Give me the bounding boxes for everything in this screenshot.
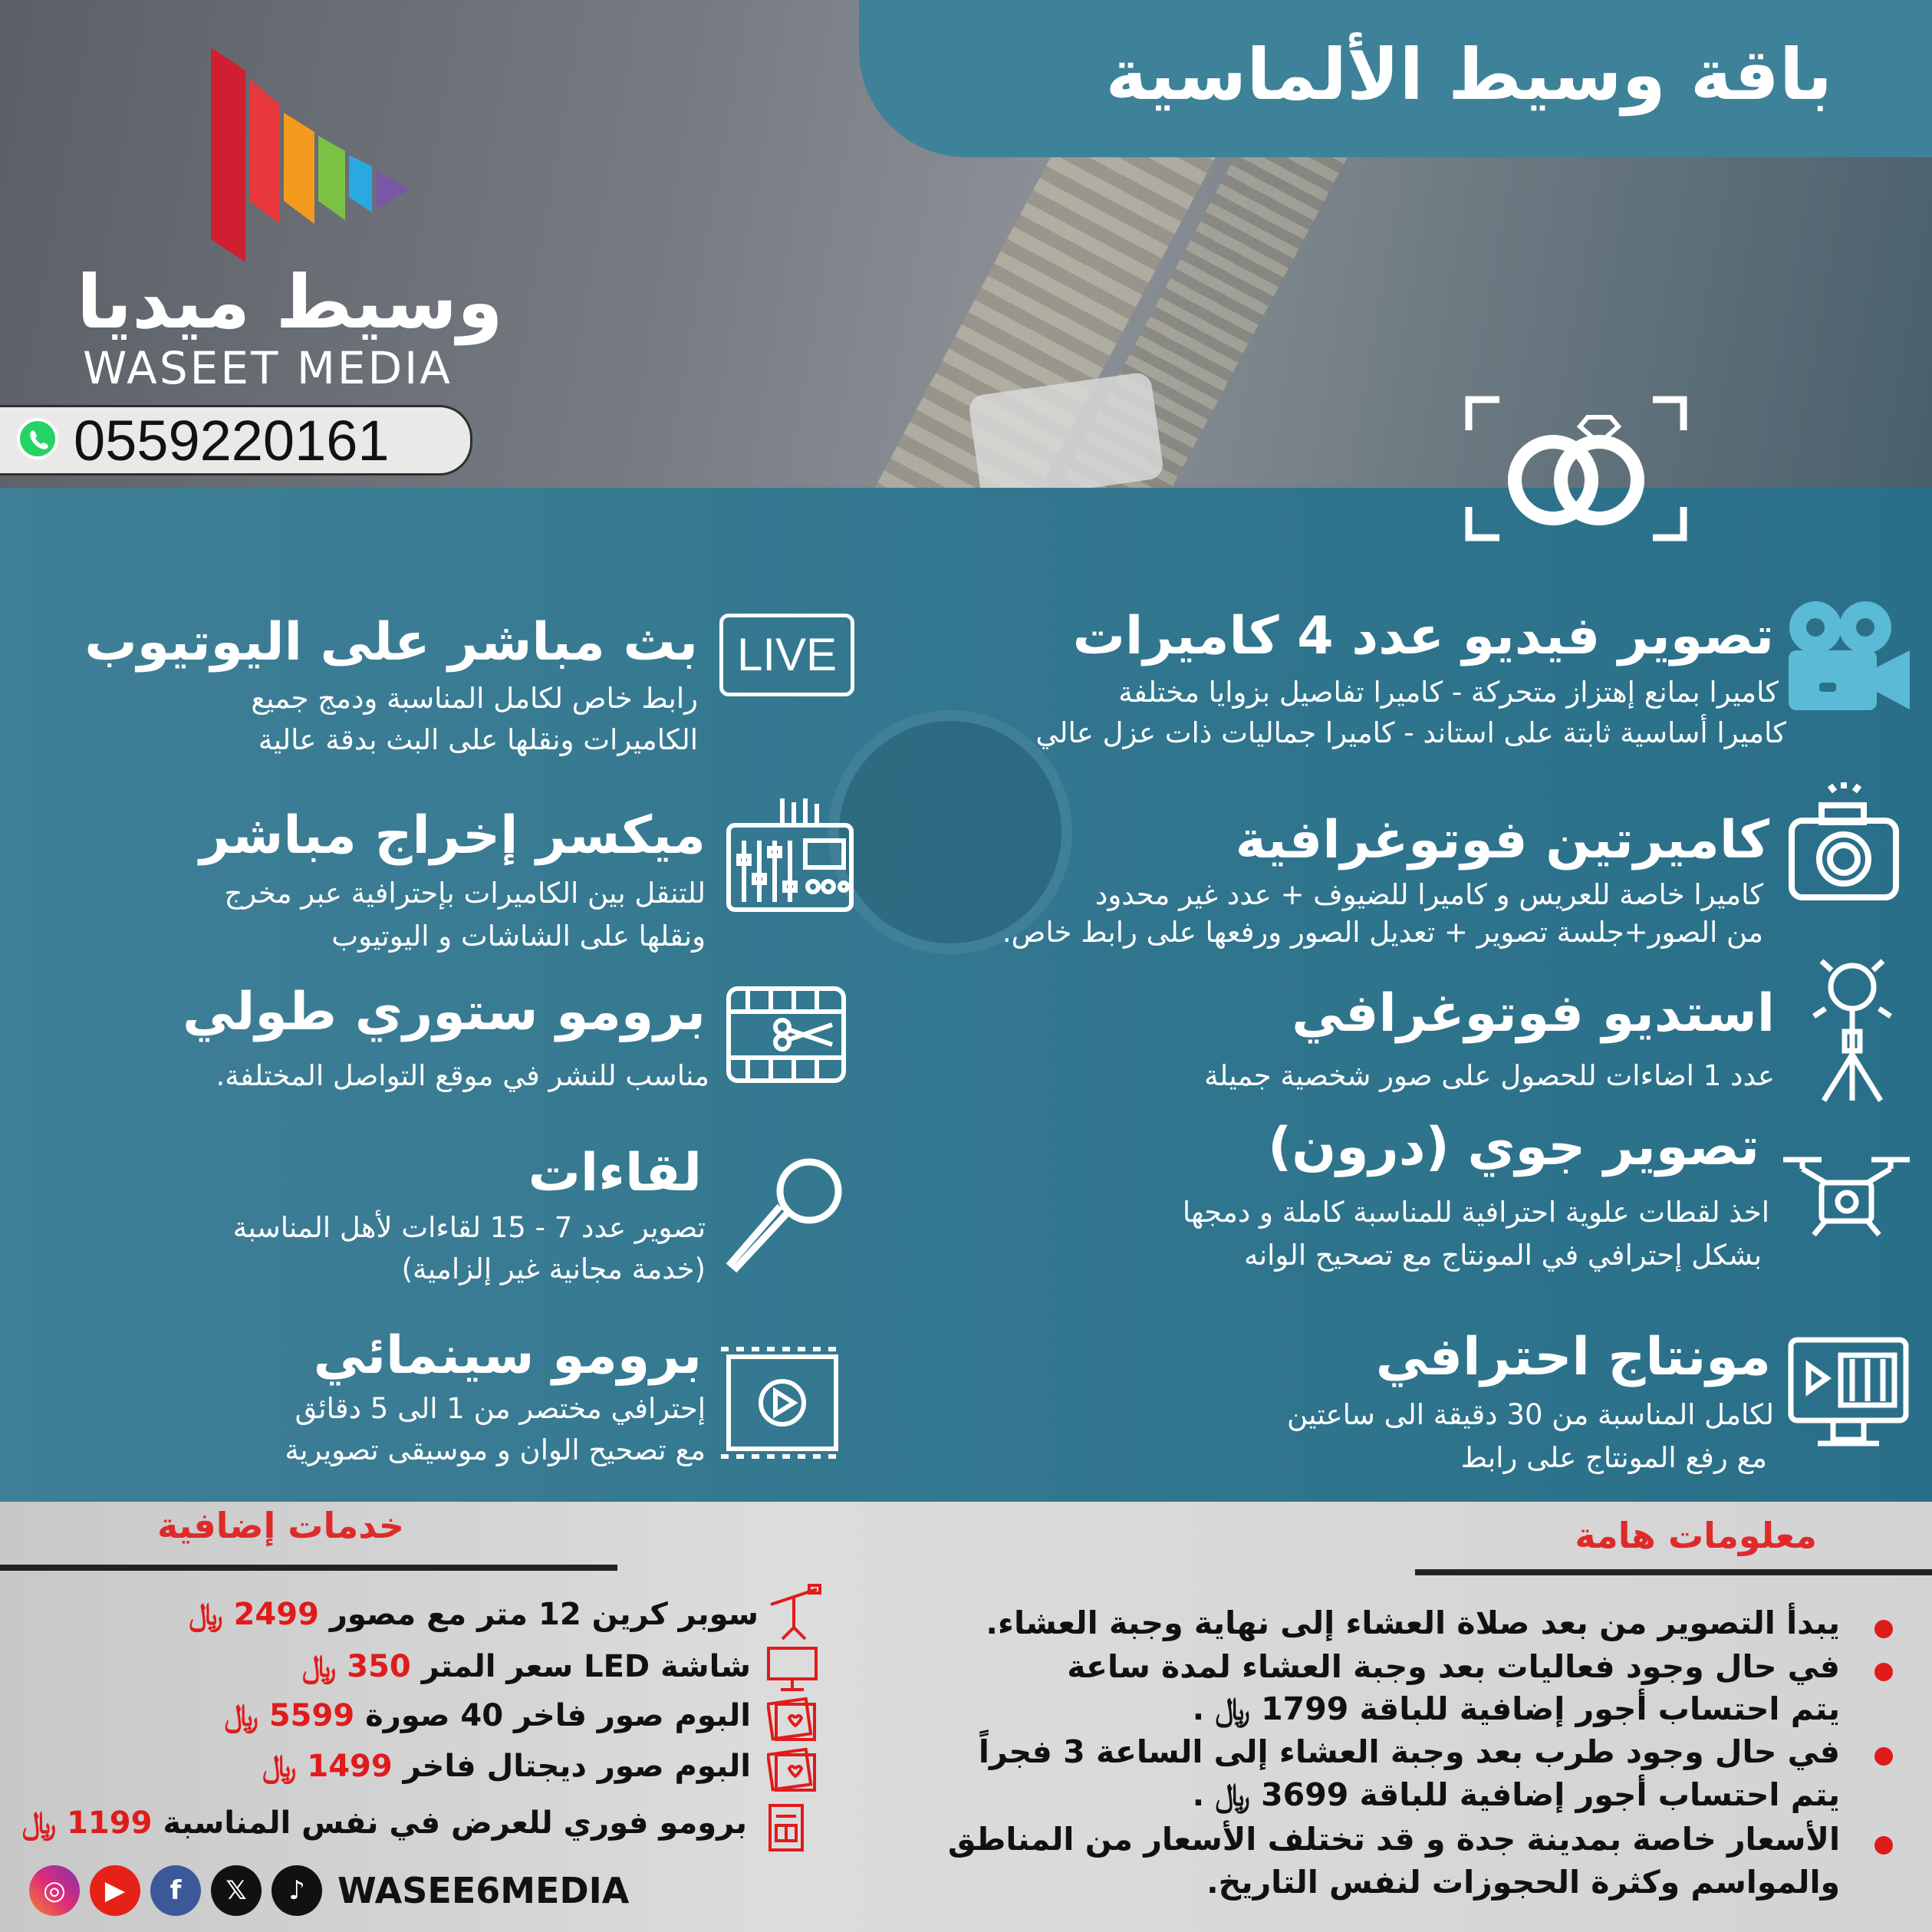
important-item-4-line-2: والمواسم وكثرة الحجوزات لنفس التاريخ. [1206, 1864, 1840, 1901]
facebook-icon[interactable]: f [150, 1865, 201, 1916]
page-title: باقة وسيط الألماسية [1105, 34, 1832, 116]
tiktok-icon[interactable]: ♪ [272, 1865, 322, 1916]
service-title-cinema: برومو سينمائي [313, 1325, 702, 1386]
service-title-mixer: ميكسر إخراج مباشر [199, 805, 706, 866]
live-badge-text: LIVE [736, 629, 838, 680]
bullet-1 [1874, 1620, 1893, 1638]
extra-item-2-price: 350 ﷼ [302, 1649, 411, 1684]
drone-icon [1779, 1152, 1914, 1236]
service-desc-live-2: الكاميرات ونقلها على البث بدقة عالية [258, 723, 698, 756]
service-desc-studio-1: عدد 1 اضاءات للحصول على صور شخصية جميلة [1204, 1059, 1775, 1092]
important-item-1: يبدأ التصوير من بعد صلاة العشاء إلى نهاية وجبة العشاء. [986, 1605, 1840, 1641]
cinema-play-icon [717, 1338, 848, 1468]
logo-text-arabic: وسيط ميديا [77, 259, 503, 345]
important-item-3-line-2: يتم احتساب أجور إضافية للباقة 3699 ﷼ . [1192, 1776, 1840, 1813]
extra-item-4-price: 1499 ﷼ [262, 1749, 393, 1784]
service-title-live: بث مباشر على اليوتيوب [84, 612, 698, 673]
waseet-logo-icon [207, 48, 414, 270]
service-desc-live-1: رابط خاص لكامل المناسبة ودمج جميع [251, 682, 698, 715]
service-desc-drone-1: اخذ لقطات علوية احترافية للمناسبة كاملة و دمجها [1182, 1196, 1769, 1229]
extra-item-4 [262, 1749, 751, 1784]
service-desc-story-1: مناسب للنشر في موقع التواصل المختلفة. [216, 1059, 709, 1092]
mixer-icon [725, 795, 855, 913]
microphone-icon [725, 1154, 848, 1277]
video-camera-icon [1781, 598, 1911, 713]
extra-item-1 [189, 1597, 759, 1632]
instagram-icon[interactable]: ◎ [29, 1865, 80, 1916]
extra-item-5 [22, 1805, 747, 1841]
digital-album-icon [767, 1746, 818, 1793]
service-desc-editing-2: مع رفع المونتاج على رابط [1460, 1441, 1767, 1474]
extra-item-1-text: سوبر كرين 12 متر مع مصور [329, 1597, 759, 1632]
service-title-photo: كاميرتين فوتوغرافية [1235, 810, 1769, 871]
wedding-rings-icon [1465, 396, 1687, 541]
important-item-4-line-1: الأسعار خاصة بمدينة جدة و قد تختلف الأسعار من المناطق [947, 1821, 1840, 1858]
extra-item-1-price: 2499 ﷼ [189, 1597, 319, 1632]
service-desc-editing-1: لكامل المناسبة من 30 دقيقة الى ساعتين [1287, 1398, 1774, 1431]
whatsapp-icon[interactable] [17, 418, 58, 459]
crane-icon [763, 1581, 824, 1643]
led-screen-icon [765, 1645, 819, 1693]
youtube-icon[interactable]: ▶ [90, 1865, 140, 1916]
extra-item-2 [302, 1649, 751, 1684]
phone-number[interactable]: 0559220161 [74, 409, 390, 472]
extra-item-5-price: 1199 ﷼ [21, 1805, 153, 1841]
extra-item-4-text: البوم صور ديجتال فاخر [403, 1749, 751, 1784]
service-desc-interviews-1: تصوير عدد 7 - 15 لقاءات لأهل المناسبة [232, 1211, 706, 1244]
service-title-editing: مونتاج احترافي [1375, 1327, 1771, 1387]
service-desc-video-2: كاميرا أساسية ثابتة على استاند - كاميرا جماليات ذات عزل عالي [1035, 716, 1786, 749]
extra-item-3-price: 5599 ﷼ [224, 1698, 355, 1733]
service-desc-drone-2: بشكل إحترافي في المونتاج مع تصحيح الوانه [1244, 1239, 1762, 1272]
important-heading: معلومات هامة [1575, 1515, 1817, 1556]
important-item-3-line-1: في حال وجود طرب بعد وجبة العشاء إلى الساعة 3 فجراً [978, 1733, 1840, 1770]
extra-item-3-text: البوم صور فاخر 40 صورة [365, 1698, 751, 1733]
extra-item-3 [225, 1698, 751, 1733]
studio-light-icon [1810, 955, 1894, 1104]
service-desc-cinema-2: مع تصحيح الوان و موسيقى تصويرية [285, 1433, 706, 1466]
x-icon[interactable]: 𝕏 [211, 1865, 262, 1916]
service-desc-photo-1: كاميرا خاصة للعريس و كاميرا للضيوف + عدد غير محدود [1094, 878, 1763, 911]
social-handle[interactable]: WASEE6MEDIA [337, 1870, 630, 1911]
extras-heading: خدمات إضافية [157, 1505, 404, 1546]
service-title-interviews: لقاءات [528, 1143, 702, 1203]
instant-promo-icon [767, 1802, 805, 1853]
extra-item-2-text: شاشة LED سعر المتر [421, 1649, 751, 1684]
bullet-4 [1874, 1836, 1893, 1855]
service-title-studio: استديو فوتوغرافي [1292, 983, 1775, 1044]
important-item-2-line-2: يتم احتساب أجور إضافية للباقة 1799 ﷼ . [1192, 1690, 1840, 1727]
service-desc-mixer-1: للتنقل بين الكاميرات بإحترافية عبر مخرج [224, 877, 706, 910]
service-title-story: برومو ستوري طولي [183, 982, 706, 1042]
service-desc-interviews-2: (خدمة مجانية غير إلزامية) [401, 1252, 706, 1285]
photo-album-icon [767, 1695, 818, 1743]
photo-camera-icon [1787, 782, 1902, 905]
service-desc-photo-2: من الصور+جلسة تصوير + تعديل الصور ورفعها على رابط خاص. [1002, 916, 1763, 949]
service-desc-video-1: كاميرا بمانع إهتزاز متحركة - كاميرا تفاصيل بزوايا مختلفة [1118, 676, 1779, 709]
extra-item-5-text: برومو فوري للعرض في نفس المناسبة [163, 1805, 747, 1841]
important-item-2-line-1: في حال وجود فعاليات بعد وجبة العشاء لمدة ساعة [1067, 1648, 1840, 1685]
service-title-drone: تصوير جوي (درون) [1268, 1117, 1759, 1177]
editing-monitor-icon [1787, 1336, 1910, 1451]
live-icon [719, 614, 854, 696]
bullet-3 [1874, 1747, 1893, 1766]
bullet-2 [1874, 1663, 1893, 1681]
service-title-video: تصوير فيديو عدد 4 كاميرات [1072, 606, 1774, 666]
film-cut-icon [725, 985, 848, 1086]
important-rule [1415, 1569, 1932, 1575]
service-desc-cinema-1: إحترافي مختصر من 1 الى 5 دقائق [295, 1392, 706, 1425]
logo-text-english: WASEET MEDIA [83, 342, 453, 394]
extras-rule [0, 1565, 617, 1571]
service-desc-mixer-2: ونقلها على الشاشات و اليوتيوب [331, 920, 706, 953]
